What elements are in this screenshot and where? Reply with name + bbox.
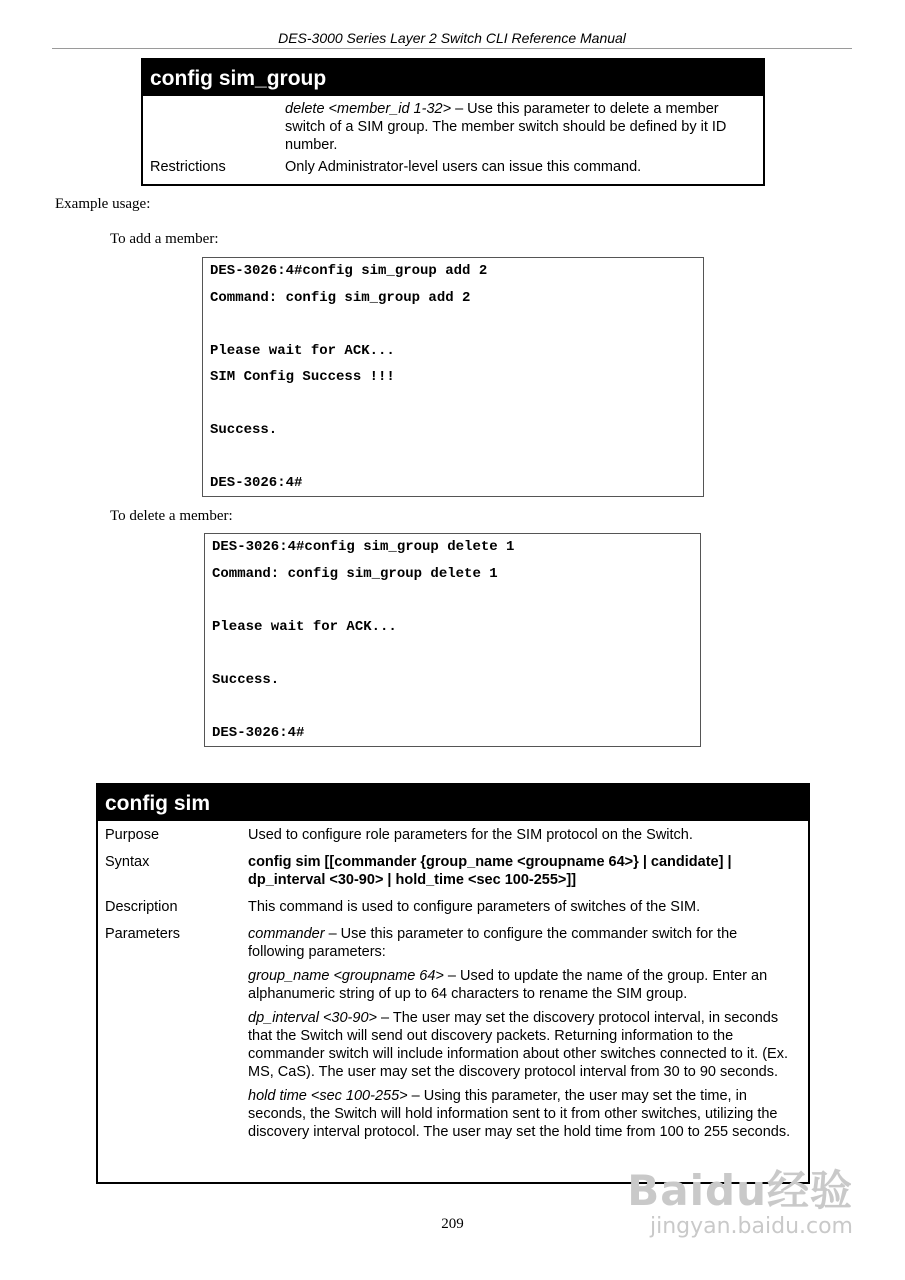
syntax-value: config sim [[commander {group_name <groupname 64>} | candidate] | dp_interval <30-90> | hold_time <sec 100-255>]]: [248, 854, 732, 888]
parameters-row: [98, 916, 808, 1147]
param-delete: [285, 100, 763, 154]
console-line: DES-3026:4#config sim_group add 2: [210, 263, 488, 279]
syntax-label: Syntax: [105, 854, 150, 870]
parameters-label: Parameters: [105, 926, 180, 942]
delete-member-label: To delete a member:: [110, 508, 233, 524]
param-commander: commander – Use this parameter to configure the commander switch for the following parameters:: [248, 926, 738, 960]
console-line: Command: config sim_group delete 1: [212, 565, 498, 582]
restrictions-value: Only Administrator-level users can issue this command.: [285, 159, 642, 175]
console-line: [210, 448, 703, 475]
add-member-label: To add a member:: [110, 231, 219, 247]
watermark-url: jingyan.baidu.com: [649, 1214, 853, 1239]
console-line: Please wait for ACK...: [210, 342, 395, 359]
syntax-row: [98, 844, 808, 889]
parameters-list: [248, 925, 808, 1147]
param-name: delete <member_id 1-32>: [285, 101, 452, 117]
baidu-watermark: [627, 1168, 853, 1240]
table-title: config sim_group: [143, 60, 763, 96]
description-row: [98, 889, 808, 916]
console-line: [212, 697, 700, 724]
restrictions-row: [143, 154, 763, 176]
page-number: 209: [441, 1216, 464, 1232]
console-line: DES-3026:4#: [210, 475, 303, 491]
delete-member-console: [204, 533, 701, 747]
param-group-name: group_name <groupname 64> – Used to update the name of the group. Enter an alphanumeric string of up to 64 characters to rename the SIM group.: [248, 968, 768, 1002]
console-line: DES-3026:4#: [212, 724, 305, 741]
table-title: config sim: [98, 785, 808, 821]
console-line: Success.: [210, 422, 278, 438]
config-sim-table: [96, 783, 810, 1184]
console-line: Command: config sim_group add 2: [210, 289, 471, 306]
console-line: [210, 395, 703, 422]
description-label: Description: [105, 899, 178, 915]
add-member-console: [202, 257, 704, 497]
header-divider: [52, 48, 852, 49]
console-line: [212, 591, 700, 618]
config-sim-group-table: [141, 58, 765, 186]
console-line: [210, 315, 703, 342]
param-dp-interval: dp_interval <30-90> – The user may set the discovery protocol interval, in seconds that the Switch will send out discovery packets. Returning information to the commander switch will include information about other switches connected to it. (Ex. MS, CaS). The user may set the discovery protocol interval from 30 to 90 seconds.: [248, 1010, 788, 1080]
description-value: This command is used to configure parameters of switches of the SIM.: [248, 899, 701, 915]
purpose-row: [98, 821, 808, 844]
param-desc: – Use this parameter to delete a member switch of a SIM group. The member switch should be defined by it ID number.: [285, 101, 727, 153]
console-line: DES-3026:4#config sim_group delete 1: [212, 539, 515, 555]
running-header: DES-3000 Series Layer 2 Switch CLI Reference Manual: [278, 30, 626, 46]
example-usage-label: Example usage:: [55, 196, 151, 212]
watermark-brand: Baidu经验: [627, 1166, 853, 1215]
purpose-label: Purpose: [105, 827, 160, 843]
restrictions-label: Restrictions: [150, 159, 226, 175]
console-line: SIM Config Success !!!: [210, 369, 395, 385]
param-hold-time: hold time <sec 100-255> – Using this parameter, the user may set the time, in seconds, the Switch will hold information sent to it from other switches, utilizing the discovery interval protocol. The user may set the hold time from 100 to 255 seconds.: [248, 1088, 791, 1140]
console-line: Please wait for ACK...: [212, 618, 397, 635]
delete-param-row: [143, 96, 763, 154]
console-line: [212, 644, 700, 671]
purpose-value: Used to configure role parameters for the SIM protocol on the Switch.: [248, 827, 693, 843]
console-line: Success.: [212, 671, 280, 688]
